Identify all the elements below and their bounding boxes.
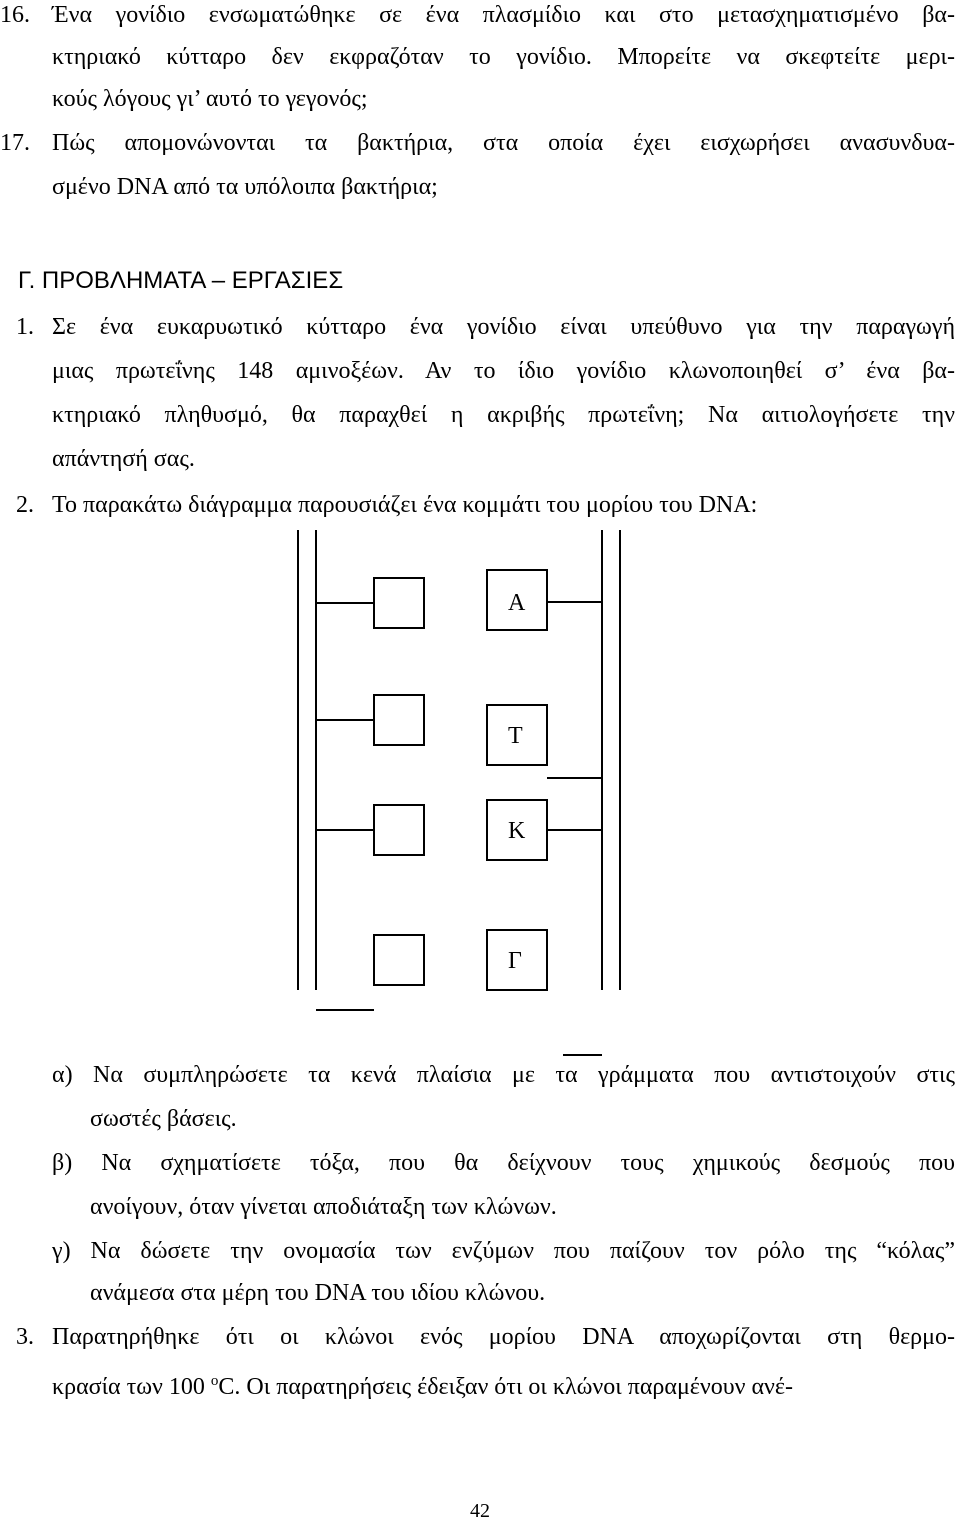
empty-box-1 bbox=[374, 578, 424, 628]
question-17-line-1: Πώς απομονώνονται τα βακτήρια, στα οποία έχει εισχωρήσει ανασυνδυα- bbox=[52, 130, 955, 156]
problem-3-line-2 bbox=[52, 1366, 955, 1402]
problem-1-line-4: απάντησή σας. bbox=[52, 446, 195, 472]
sub-c-line-2: ανάμεσα στα μέρη του DNA του ιδίου κλώνου. bbox=[90, 1280, 546, 1306]
question-16-line-2: κτηριακό κύτταρο δεν εκφραζόταν το γονίδιο. Μπορείτε να σκεφτείτε μερι- bbox=[52, 44, 955, 70]
question-16-line-1: Ένα γονίδιο ενσωματώθηκε σε ένα πλασμίδιο και στο μετασχηματισμένο βα- bbox=[52, 2, 955, 28]
problem-1-line-1: Σε ένα ευκαρυωτικό κύτταρο ένα γονίδιο είναι υπεύθυνο για την παραγωγή bbox=[52, 314, 955, 340]
problem-1-line-2: μιας πρωτεΐνης 148 αμινοξέων. Αν το ίδιο γονίδιο κλωνοποιηθεί σ’ ένα βα- bbox=[52, 358, 955, 384]
problem-3-number: 3. bbox=[16, 1324, 34, 1350]
question-17-line-2: σμένο DNA από τα υπόλοιπα βακτήρια; bbox=[52, 174, 438, 200]
problem-3-temp-text: κρασία των 100 bbox=[52, 1374, 205, 1400]
problem-2-number: 2. bbox=[16, 492, 34, 518]
question-16-line-3: κούς λόγους γι’ αυτό το γεγονός; bbox=[52, 86, 368, 112]
problem-2-intro: Το παρακάτω διάγραμμα παρουσιάζει ένα κομμάτι του μορίου του DNA: bbox=[52, 492, 758, 518]
empty-box-3 bbox=[374, 805, 424, 855]
question-16-number: 16. bbox=[0, 2, 30, 28]
base-label-a: Α bbox=[508, 590, 526, 616]
sub-b-line-2: ανοίγουν, όταν γίνεται αποδιάταξη των κλώνων. bbox=[90, 1194, 557, 1220]
base-label-k: Κ bbox=[508, 818, 526, 844]
base-label-t: Τ bbox=[508, 723, 523, 749]
section-heading: Γ. ΠΡΟΒΛΗΜΑΤΑ – ΕΡΓΑΣΙΕΣ bbox=[18, 267, 344, 294]
question-17-number: 17. bbox=[0, 130, 30, 156]
problem-3-line-2-rest: C. Οι παρατηρήσεις έδειξαν ότι οι κλώνοι παραμένουν ανέ- bbox=[218, 1374, 793, 1400]
problem-1-number: 1. bbox=[16, 314, 34, 340]
problem-1-line-3: κτηριακό πληθυσμό, θα παραχθεί η ακριβής πρωτεΐνη; Να αιτιολογήσετε την bbox=[52, 402, 955, 428]
problem-3-line-2-start bbox=[52, 1366, 793, 1402]
base-label-g: Γ bbox=[508, 948, 522, 974]
sub-a-line-2: σωστές βάσεις. bbox=[90, 1106, 237, 1132]
degree-symbol: ο bbox=[210, 1373, 219, 1389]
page-number: 42 bbox=[470, 1500, 490, 1522]
empty-box-2 bbox=[374, 695, 424, 745]
empty-box-4 bbox=[374, 935, 424, 985]
problem-3-line-1: Παρατηρήθηκε ότι οι κλώνοι ενός μορίου DNA αποχωρίζονται στη θερμο- bbox=[52, 1324, 955, 1350]
sub-c-line-1: γ) Να δώσετε την ονομασία των ενζύμων που παίζουν τον ρόλο της “κόλας” bbox=[52, 1238, 955, 1264]
sub-b-line-1: β) Να σχηματίσετε τόξα, που θα δείχνουν τους χημικούς δεσμούς που bbox=[52, 1150, 955, 1176]
sub-a-line-1: α) Να συμπληρώσετε τα κενά πλαίσια με τα γράμματα που αντιστοιχούν στις bbox=[52, 1062, 955, 1088]
